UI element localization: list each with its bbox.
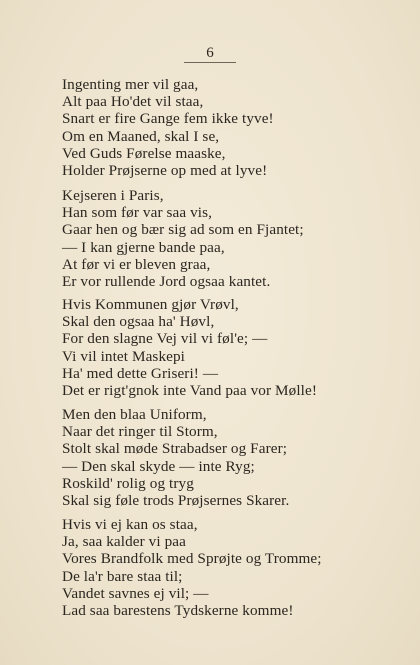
- verse-line: Naar det ringer til Storm,: [62, 423, 218, 441]
- verse-line: Roskild' rolig og tryg: [62, 474, 194, 492]
- verse-line: Holder Prøjserne op med at lyve!: [62, 162, 268, 180]
- verse-line: Stolt skal møde Strabadser og Farer;: [62, 440, 288, 458]
- verse-line: Vi vil intet Maskepi: [62, 347, 185, 365]
- stanza-4: [62, 406, 382, 509]
- verse-line: Skal sig føle trods Prøjsernes Skarer.: [62, 492, 290, 510]
- verse-line: Snart er fire Gange fem ikke tyve!: [62, 110, 274, 128]
- verse-line: Ja, saa kalder vi paa: [62, 533, 186, 551]
- stanza-2: [62, 187, 382, 290]
- verse-line: Gaar hen og bær sig ad som en Fjantet;: [62, 221, 304, 239]
- verse-line: Er vor rullende Jord ogsaa kantet.: [62, 273, 271, 291]
- verse-line: Lad saa barestens Tydskerne komme!: [62, 602, 294, 620]
- verse-line: Ingenting mer vil gaa,: [62, 76, 199, 93]
- verse-line: For den slagne Vej vil vi føl'e; —: [62, 330, 268, 348]
- page-number: 6: [206, 45, 214, 61]
- stanza-3: [62, 296, 382, 399]
- verse-line: Vores Brandfolk med Sprøjte og Tromme;: [62, 550, 322, 568]
- verse-line: Han som før var saa vis,: [62, 204, 213, 222]
- verse-line: At før vi er bleven graa,: [62, 255, 211, 273]
- verse-line: Skal den ogsaa ha' Høvl,: [62, 313, 215, 331]
- verse-line: — I kan gjerne bande paa,: [62, 238, 225, 256]
- verse-line: Vandet savnes ej vil; —: [62, 584, 209, 602]
- stanza-1: [62, 76, 382, 179]
- stanza-5: [62, 516, 382, 619]
- verse-line: Men den blaa Uniform,: [62, 406, 207, 423]
- verse-line: Alt paa Ho'det vil staa,: [62, 93, 204, 111]
- verse-line: Hvis vi ej kan os staa,: [62, 516, 198, 533]
- verse-line: Hvis Kommunen gjør Vrøvl,: [62, 296, 239, 313]
- verse-line: Ved Guds Førelse maaske,: [62, 144, 226, 162]
- verse-line: De la'r bare staa til;: [62, 567, 183, 585]
- page-number-rule: [184, 62, 236, 63]
- verse-line: Om en Maaned, skal I se,: [62, 127, 220, 145]
- verse-line: — Den skal skyde — inte Ryg;: [62, 457, 255, 475]
- verse-line: Ha' med dette Griseri! —: [62, 364, 219, 382]
- verse-line: Kejseren i Paris,: [62, 187, 164, 204]
- verse-line: Det er rigt'gnok inte Vand paa vor Mølle!: [62, 382, 317, 400]
